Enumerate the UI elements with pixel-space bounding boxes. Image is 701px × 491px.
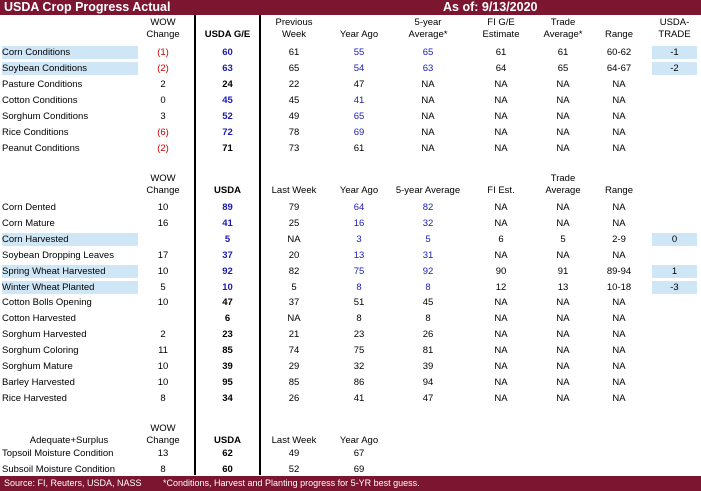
cell-trade: 5 <box>560 233 566 245</box>
row-label: Soybean Conditions <box>2 62 138 75</box>
row-label: Corn Conditions <box>2 46 138 59</box>
cell-fiveyr: 8 <box>425 281 431 293</box>
cell-prev: 45 <box>288 95 300 106</box>
cell-usda: 62 <box>222 448 233 459</box>
cell-fi: NA <box>494 143 508 154</box>
cell-trade: 61 <box>557 47 569 58</box>
cell-yearago: 75 <box>353 265 365 277</box>
cell-wow <box>140 233 186 246</box>
row-label: Spring Wheat Harvested <box>2 265 138 278</box>
cell-usda: 34 <box>222 392 233 404</box>
cell-yearago: 16 <box>353 217 365 229</box>
cell-fiveyr: 26 <box>422 329 434 341</box>
cell-yearago: 69 <box>353 127 365 138</box>
s2-header-wow: WOW <box>150 173 176 184</box>
cell-wow: 13 <box>157 448 169 459</box>
footer-banner <box>0 476 701 491</box>
row-label: Sorghum Conditions <box>2 111 89 122</box>
cell-usda: 71 <box>222 143 233 154</box>
cell-wow: 2 <box>160 79 166 90</box>
cell-wow: 5 <box>160 281 166 293</box>
cell-fi: NA <box>494 313 508 325</box>
cell-wow: 16 <box>157 217 169 229</box>
cell-prev: 26 <box>288 392 300 404</box>
cell-range: NA <box>612 249 626 261</box>
cell-prev: 52 <box>288 463 300 475</box>
s1-header-yearago: Year Ago <box>339 29 379 40</box>
cell-trade: NA <box>556 79 570 90</box>
s3-header-usda: USDA <box>214 435 241 446</box>
s2-header-range: Range <box>605 185 633 196</box>
cell-yearago: 47 <box>353 79 365 90</box>
row-label: Sorghum Harvested <box>2 329 87 341</box>
cell-usda: 60 <box>222 47 233 58</box>
cell-usda: 95 <box>222 376 233 388</box>
cell-fi: NA <box>494 297 508 309</box>
cell-prev: 5 <box>291 281 297 293</box>
cell-yearago: 51 <box>353 297 365 309</box>
cell-diff <box>652 392 697 405</box>
cell-fiveyr: 5 <box>425 233 431 245</box>
s2-header-wow: Change <box>146 185 180 196</box>
s2-header-trade: Trade <box>550 173 576 184</box>
cell-fiveyr: NA <box>421 111 435 122</box>
s1-header-wow: Change <box>146 29 180 40</box>
cell-fi: NA <box>494 392 508 404</box>
cell-diff <box>652 142 697 155</box>
cell-fiveyr: 47 <box>422 392 434 404</box>
cell-fi: NA <box>494 202 508 213</box>
cell-fi: NA <box>494 217 508 229</box>
cell-usda: 63 <box>222 63 233 74</box>
cell-range: NA <box>612 143 626 154</box>
cell-trade: 65 <box>557 63 569 74</box>
row-label: Peanut Conditions <box>2 143 80 154</box>
s1-header-usdatrade: USDA- <box>659 17 690 28</box>
cell-fiveyr: 81 <box>422 345 434 357</box>
cell-usda: 41 <box>222 217 233 229</box>
s1-header-trade: Trade <box>550 17 576 28</box>
cell-prev: 78 <box>288 127 300 138</box>
cell-yearago: 75 <box>353 345 365 357</box>
cell-diff: -2 <box>652 62 697 75</box>
row-label: Winter Wheat Planted <box>2 281 138 294</box>
cell-prev: 65 <box>288 63 300 74</box>
cell-usda: 10 <box>222 281 233 293</box>
cell-fiveyr: 45 <box>422 297 434 309</box>
s2-header-fiveyr: 5-year Average <box>395 185 461 196</box>
row-label: Subsoil Moisture Condition <box>2 463 116 475</box>
cell-diff <box>652 110 697 123</box>
cell-wow: 0 <box>160 95 166 106</box>
s1-header-fi: Estimate <box>482 29 520 40</box>
cell-wow: 10 <box>157 202 169 213</box>
cell-diff <box>652 296 697 309</box>
cell-wow: (2) <box>157 143 169 154</box>
s1-header-usda: USDA G/E <box>204 29 251 40</box>
cell-wow: 8 <box>160 463 166 475</box>
cell-yearago: 67 <box>353 448 365 459</box>
row-label: Cotton Conditions <box>2 95 78 106</box>
s1-header-fiveyr: 5-year <box>414 17 442 28</box>
cell-yearago: 3 <box>356 233 362 245</box>
cell-fiveyr: 8 <box>425 313 431 325</box>
page-title: USDA Crop Progress Actual <box>4 0 171 14</box>
row-label: Cotton Harvested <box>2 313 76 325</box>
row-label: Barley Harvested <box>2 376 75 388</box>
cell-prev: 21 <box>288 329 300 341</box>
cell-trade: NA <box>556 111 570 122</box>
s1-header-prev: Week <box>281 29 307 40</box>
cell-prev: 29 <box>288 361 300 372</box>
cell-prev: 37 <box>288 297 300 309</box>
cell-prev: 61 <box>288 47 300 58</box>
s3-header-wow: Change <box>146 435 180 446</box>
cell-yearago: 8 <box>356 281 362 293</box>
cell-wow <box>140 312 186 325</box>
cell-range: NA <box>612 313 626 325</box>
cell-usda: 52 <box>222 111 233 122</box>
s2-header-usda: USDA <box>214 185 241 196</box>
s3-header-label: Adequate+Surplus <box>29 435 109 446</box>
cell-wow: (2) <box>157 63 169 74</box>
cell-prev: 22 <box>288 79 300 90</box>
cell-fiveyr: 65 <box>422 47 434 58</box>
row-label: Corn Harvested <box>2 233 138 246</box>
cell-yearago: 61 <box>353 143 365 154</box>
cell-range: NA <box>612 79 626 90</box>
s1-header-prev: Previous <box>275 17 313 28</box>
cell-trade: 13 <box>557 281 569 293</box>
cell-diff: 0 <box>652 233 697 246</box>
cell-prev: 49 <box>288 448 300 459</box>
cell-fiveyr: 32 <box>422 217 434 229</box>
title-banner <box>0 0 701 15</box>
cell-trade: NA <box>556 392 570 404</box>
cell-yearago: 86 <box>353 376 365 388</box>
cell-diff <box>652 360 697 373</box>
cell-fi: 6 <box>498 233 504 245</box>
cell-yearago: 23 <box>353 329 365 341</box>
cell-yearago: 54 <box>353 63 365 74</box>
cell-usda: 39 <box>222 361 233 372</box>
s2-header-yearago: Year Ago <box>339 185 379 196</box>
cell-fi: 61 <box>495 47 507 58</box>
cell-range: 10-18 <box>606 281 632 293</box>
cell-wow: 10 <box>157 265 169 277</box>
s3-header-prev: Last Week <box>271 435 317 446</box>
cell-prev: NA <box>287 313 301 325</box>
row-label: Rice Harvested <box>2 392 67 404</box>
cell-fi: NA <box>494 345 508 357</box>
cell-usda: 47 <box>222 297 233 309</box>
cell-diff <box>652 376 697 389</box>
cell-prev: 85 <box>288 376 300 388</box>
cell-trade: NA <box>556 143 570 154</box>
cell-usda: 23 <box>222 329 233 341</box>
cell-trade: NA <box>556 361 570 372</box>
row-label: Corn Dented <box>2 202 56 213</box>
cell-prev: 49 <box>288 111 300 122</box>
footnote: *Conditions, Harvest and Planting progress for 5-YR best guess. <box>163 478 420 488</box>
cell-diff: -1 <box>652 46 697 59</box>
cell-range: NA <box>612 297 626 309</box>
cell-fi: 12 <box>495 281 507 293</box>
cell-fiveyr: 94 <box>422 376 434 388</box>
cell-usda: 89 <box>222 202 233 213</box>
cell-yearago: 13 <box>353 249 365 261</box>
cell-fi: NA <box>494 361 508 372</box>
cell-range: NA <box>612 345 626 357</box>
cell-fiveyr: 31 <box>422 249 434 261</box>
cell-trade: NA <box>556 313 570 325</box>
row-label: Sorghum Coloring <box>2 345 79 357</box>
cell-diff <box>652 94 697 107</box>
s3-header-wow: WOW <box>150 423 176 434</box>
row-label: Cotton Bolls Opening <box>2 297 92 309</box>
cell-range: NA <box>612 95 626 106</box>
cell-prev: 82 <box>288 265 300 277</box>
cell-wow: 2 <box>160 329 166 341</box>
cell-diff <box>652 312 697 325</box>
cell-usda: 6 <box>224 313 231 325</box>
cell-trade: NA <box>556 329 570 341</box>
cell-trade: NA <box>556 345 570 357</box>
cell-fiveyr: NA <box>421 127 435 138</box>
as-of-date: As of: 9/13/2020 <box>443 0 538 14</box>
cell-range: 89-94 <box>606 265 632 277</box>
cell-diff <box>652 249 697 262</box>
cell-range: 60-62 <box>606 47 632 58</box>
cell-fi: 90 <box>495 265 507 277</box>
cell-range: 2-9 <box>612 233 626 245</box>
cell-usda: 72 <box>222 127 233 138</box>
cell-wow: 10 <box>157 361 169 372</box>
cell-prev: 25 <box>288 217 300 229</box>
cell-trade: NA <box>556 95 570 106</box>
cell-fiveyr: NA <box>421 143 435 154</box>
cell-fiveyr: 39 <box>422 361 434 372</box>
cell-diff: -3 <box>652 281 697 294</box>
cell-fi: NA <box>494 329 508 341</box>
cell-prev: 20 <box>288 249 300 261</box>
row-label: Corn Mature <box>2 217 55 229</box>
row-label: Soybean Dropping Leaves <box>2 249 114 261</box>
cell-prev: 74 <box>288 345 300 357</box>
cell-fiveyr: 92 <box>422 265 434 277</box>
cell-wow: (6) <box>157 127 169 138</box>
cell-yearago: 41 <box>353 95 365 106</box>
s1-header-fiveyr: Average* <box>408 29 448 40</box>
cell-fiveyr: 63 <box>422 63 434 74</box>
cell-wow: 10 <box>157 297 169 309</box>
cell-range: NA <box>612 202 626 213</box>
cell-trade: NA <box>556 202 570 213</box>
cell-diff <box>652 344 697 357</box>
cell-wow: 17 <box>157 249 169 261</box>
cell-fi: NA <box>494 111 508 122</box>
cell-usda: 85 <box>222 345 233 357</box>
cell-usda: 24 <box>222 79 233 90</box>
s1-header-range: Range <box>605 29 633 40</box>
cell-fiveyr: 82 <box>422 202 434 213</box>
cell-range: 64-67 <box>606 63 632 74</box>
cell-wow: 3 <box>160 111 166 122</box>
s2-header-trade: Average <box>545 185 581 196</box>
cell-range: NA <box>612 329 626 341</box>
cell-usda: 92 <box>222 265 233 277</box>
cell-usda: 37 <box>222 249 233 261</box>
cell-diff: 1 <box>652 265 697 278</box>
cell-range: NA <box>612 392 626 404</box>
row-label: Sorghum Mature <box>2 361 73 372</box>
cell-diff <box>652 78 697 91</box>
cell-fiveyr: NA <box>421 79 435 90</box>
cell-fi: NA <box>494 127 508 138</box>
cell-range: NA <box>612 376 626 388</box>
cell-fi: NA <box>494 249 508 261</box>
cell-trade: 91 <box>557 265 569 277</box>
cell-usda: 60 <box>222 463 233 475</box>
cell-fi: NA <box>494 376 508 388</box>
cell-yearago: 65 <box>353 111 365 122</box>
cell-range: NA <box>612 111 626 122</box>
source-note: Source: FI, Reuters, USDA, NASS <box>4 478 142 488</box>
cell-usda: 45 <box>222 95 233 106</box>
cell-trade: NA <box>556 217 570 229</box>
cell-diff <box>652 217 697 230</box>
cell-fi: 64 <box>495 63 507 74</box>
cell-prev: NA <box>287 233 301 245</box>
cell-yearago: 55 <box>353 47 365 58</box>
cell-yearago: 69 <box>353 463 365 475</box>
cell-yearago: 32 <box>353 361 365 372</box>
row-label: Topsoil Moisture Condition <box>2 448 114 459</box>
cell-range: NA <box>612 127 626 138</box>
cell-trade: NA <box>556 249 570 261</box>
cell-wow: 10 <box>157 376 169 388</box>
cell-diff <box>652 328 697 341</box>
s2-header-fi: FI Est. <box>487 185 515 196</box>
cell-range: NA <box>612 217 626 229</box>
cell-yearago: 41 <box>353 392 365 404</box>
cell-diff <box>652 201 697 214</box>
cell-wow: (1) <box>157 47 169 58</box>
cell-diff <box>652 126 697 139</box>
s1-header-wow: WOW <box>150 17 176 28</box>
s3-header-yearago: Year Ago <box>339 435 379 446</box>
cell-trade: NA <box>556 127 570 138</box>
s1-header-usdatrade: TRADE <box>658 29 691 40</box>
cell-fi: NA <box>494 79 508 90</box>
s1-header-fi: FI G/E <box>487 17 515 28</box>
cell-trade: NA <box>556 297 570 309</box>
cell-prev: 73 <box>288 143 300 154</box>
cell-prev: 79 <box>288 202 300 213</box>
cell-usda: 5 <box>224 233 231 245</box>
row-label: Rice Conditions <box>2 127 69 138</box>
cell-yearago: 64 <box>353 202 365 213</box>
s2-header-prev: Last Week <box>271 185 317 196</box>
s1-header-trade: Average* <box>543 29 583 40</box>
cell-fiveyr: NA <box>421 95 435 106</box>
cell-trade: NA <box>556 376 570 388</box>
cell-fi: NA <box>494 95 508 106</box>
cell-yearago: 8 <box>356 313 362 325</box>
row-label: Pasture Conditions <box>2 79 83 90</box>
cell-wow: 8 <box>160 392 166 404</box>
cell-wow: 11 <box>158 345 168 357</box>
cell-range: NA <box>612 361 626 372</box>
